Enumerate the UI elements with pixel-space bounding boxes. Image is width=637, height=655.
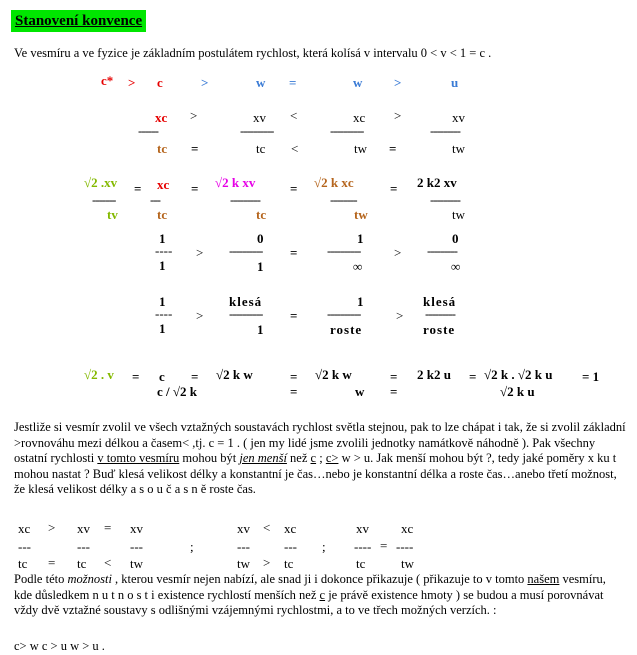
tc-denominator: tc xyxy=(157,141,168,156)
underlined-text: c xyxy=(310,451,317,465)
paragraph-text: ; xyxy=(316,451,326,465)
c-symbol: c xyxy=(157,75,163,90)
tw-row3-2: tw xyxy=(452,207,465,222)
fraction-bar: --- xyxy=(130,539,143,554)
tw-row3: tw xyxy=(354,207,368,222)
tw-small-2: tw xyxy=(237,556,250,571)
one: 1 xyxy=(257,259,264,274)
two-k2-u: 2 k2 u xyxy=(417,367,451,382)
gt-3: > xyxy=(394,75,402,90)
infinity: ∞ xyxy=(353,259,363,274)
fraction-bar: --------- xyxy=(430,123,460,138)
roste: roste xyxy=(330,322,363,337)
tw-denominator-2: tw xyxy=(452,141,465,156)
sqrt2-k-xv: √2 k xv xyxy=(215,175,256,190)
gt-row2-2: > xyxy=(394,108,402,123)
eq-row2: = xyxy=(191,141,199,156)
paragraph-1 xyxy=(14,420,626,498)
tc-small-4: tc xyxy=(356,556,366,571)
sqrt2-k-w-2: √2 k w xyxy=(315,367,352,382)
c-row6: c xyxy=(159,369,165,384)
final-relations: c> w c > u w > u . xyxy=(14,639,105,653)
xc-row3: xc xyxy=(157,177,170,192)
tc-row3: tc xyxy=(157,207,168,222)
page-title: Stanovení konvence xyxy=(11,10,146,32)
fraction-bar: ---------- xyxy=(330,123,364,138)
tc-small-3: tc xyxy=(284,556,294,571)
eq-row3-4: = xyxy=(390,181,398,196)
gt-row2: > xyxy=(190,108,198,123)
paragraph-text: než xyxy=(286,451,311,465)
xv-small-3: xv xyxy=(237,521,250,536)
paragraph-text: Podle této xyxy=(14,572,68,586)
eq-small: = xyxy=(104,520,112,535)
paragraph-text: w > u. Jak menší mohou být ?, tedy jaké poměry x ku t mohou nastat ? Buď klesá velikost délky a konstantní je čas…nebo je konstantní délka a roste čas…anebo třetí možnost, že klesá velikost délky a s o u č a s n ě roste čas. xyxy=(14,451,617,496)
lt-small: < xyxy=(104,555,112,570)
lt-row2: < xyxy=(290,108,298,123)
eq-row6: = xyxy=(290,384,298,399)
u-symbol: u xyxy=(451,75,459,90)
gt-row4: > xyxy=(196,245,204,260)
eq-row6: = xyxy=(390,369,398,384)
eq-row3-2: = xyxy=(191,181,199,196)
fraction-bar: --- xyxy=(284,539,297,554)
c-over-sqrt2k: c / √2 k xyxy=(157,384,197,399)
paragraph-text: vesmíru, kde důsledkem xyxy=(14,572,606,602)
fraction-bar: --------- xyxy=(427,243,457,258)
paragraph-text: Jestliže si vesmír zvolil ve všech vztažných soustavách rychlost světla stejnou, pak to lze chápat i tak, že si zvolil základní >rovnováhu mezi délkou a časem< ,tj. c = 1 . ( jen my lidé jsme zvolili jednotky namátkově náhodně ). Pak všechny ostatní rychlosti xyxy=(14,420,626,465)
lt-row2-2: < xyxy=(291,141,299,156)
tc-small-2: tc xyxy=(77,556,87,571)
eq-row6: = xyxy=(469,369,477,384)
c-star: c* xyxy=(101,73,114,88)
tw-denominator: tw xyxy=(354,141,367,156)
two-k2-xv: 2 k2 xv xyxy=(417,175,457,190)
w-symbol: w xyxy=(256,75,266,90)
xv-numerator-2: xv xyxy=(452,110,465,125)
fraction-bar: ---- xyxy=(354,539,372,554)
eq-one: = 1 xyxy=(582,369,600,384)
xc-small-2: xc xyxy=(284,521,297,536)
underlined-text: c xyxy=(319,587,326,602)
fraction-bar: ------- xyxy=(92,192,116,207)
sqrt2-v: √2 . v xyxy=(84,367,114,382)
fraction-bar: --------- xyxy=(430,192,460,207)
eq-row3-1: = xyxy=(134,181,142,196)
xc-small: xc xyxy=(18,521,31,536)
eq-row3-3: = xyxy=(290,181,298,196)
sqrt2k-sqrt2k-u: √2 k . √2 k u xyxy=(484,367,553,382)
tw-small-3: tw xyxy=(401,556,414,571)
paragraph-text: , kterou vesmír nejen nabízí, ale snad ji i dokonce přikazuje ( přikazuje to v tomto xyxy=(111,572,528,586)
one: 1 xyxy=(159,231,166,246)
tc-row3-2: tc xyxy=(256,207,267,222)
underlined-text: našem xyxy=(527,572,560,586)
intro-text: Ve vesmíru a ve fyzice je základním postulátem rychlost, která kolísá v intervalu 0 < v < 1 = c . xyxy=(14,46,492,60)
xv-small-4: xv xyxy=(356,521,369,536)
fraction-bar: ---------- xyxy=(229,306,263,321)
fraction-bar: ---------- xyxy=(327,243,361,258)
tw-small: tw xyxy=(130,556,143,571)
underlined-text: v tomto vesmíru xyxy=(97,451,180,465)
fraction-bar: -------- xyxy=(330,192,357,207)
paragraph-text: mohou být xyxy=(179,451,240,465)
underlined-text: jen menší xyxy=(239,451,287,465)
one: 1 xyxy=(357,294,364,309)
fraction-bar: ---- xyxy=(396,539,414,554)
spaced-text: n u t n o s t i xyxy=(92,587,155,602)
sqrt2-k-xc: √2 k xc xyxy=(314,175,354,190)
eq-row6: = xyxy=(290,369,298,384)
w-symbol-2: w xyxy=(353,75,363,90)
one: 1 xyxy=(159,258,166,273)
eq-row4: = xyxy=(290,245,298,260)
fraction-bar: ---------- xyxy=(240,123,274,138)
fraction-bar: ---- xyxy=(155,243,173,258)
klesa: klesá xyxy=(229,294,263,309)
paragraph-text: je právě existence hmoty ) se budou a musí porovnávat vždy dvě vztažné soustavy s odlišnými vzájemnými rychlostmi, a to ve třech možných verzích. : xyxy=(14,587,604,617)
paragraph-2 xyxy=(14,572,626,619)
gt-small: > xyxy=(263,555,271,570)
fraction-bar: --- xyxy=(150,192,160,207)
gt-2: > xyxy=(201,75,209,90)
lt-small: < xyxy=(263,520,271,535)
paragraph-text: existence rychlostí menších než xyxy=(154,587,320,602)
fraction-bar: --- xyxy=(77,539,90,554)
eq-row6: = xyxy=(191,369,199,384)
gt-1: > xyxy=(128,75,136,90)
zero: 0 xyxy=(257,231,264,246)
tc-denominator-2: tc xyxy=(256,141,266,156)
w-row6: w xyxy=(355,384,365,399)
eq-row5: = xyxy=(290,308,298,323)
fraction-bar: --- xyxy=(237,539,250,554)
klesa: klesá xyxy=(423,294,457,309)
eq-row6: = xyxy=(132,369,140,384)
tv-denominator: tv xyxy=(107,207,118,222)
sqrt2-xv: √2 .xv xyxy=(84,175,118,190)
fraction-bar: ---- xyxy=(155,306,173,321)
fraction-bar: ------ xyxy=(138,123,158,138)
fraction-bar: --- xyxy=(18,539,31,554)
gt-row4-2: > xyxy=(394,245,402,260)
xc-numerator-2: xc xyxy=(353,110,366,125)
separator: ; xyxy=(190,539,194,554)
eq-1: = xyxy=(289,75,297,90)
eq-small: = xyxy=(48,555,56,570)
italic-text: možnosti xyxy=(67,572,112,586)
eq-small: = xyxy=(380,538,388,553)
sqrt2-k-w: √2 k w xyxy=(216,367,253,382)
xc-numerator: xc xyxy=(155,110,168,125)
fraction-bar: ---------- xyxy=(229,243,263,258)
eq-row2-2: = xyxy=(389,141,397,156)
infinity: ∞ xyxy=(451,259,461,274)
sqrt2ku: √2 k u xyxy=(500,384,535,399)
xv-small: xv xyxy=(77,521,90,536)
gt-row5-2: > xyxy=(396,308,404,323)
fraction-bar: --------- xyxy=(230,192,260,207)
roste: roste xyxy=(423,322,456,337)
fraction-bar: --------- xyxy=(425,306,455,321)
gt-row5: > xyxy=(196,308,204,323)
tc-small: tc xyxy=(18,556,28,571)
underlined-text: c> xyxy=(325,451,339,465)
separator: ; xyxy=(322,539,326,554)
one: 1 xyxy=(357,231,364,246)
one: 1 xyxy=(159,321,166,336)
fraction-bar: ---------- xyxy=(327,306,361,321)
one: 1 xyxy=(257,322,264,337)
gt-small: > xyxy=(48,520,56,535)
eq-row6: = xyxy=(390,384,398,399)
one: 1 xyxy=(159,294,166,309)
xv-numerator: xv xyxy=(253,110,266,125)
zero: 0 xyxy=(452,231,459,246)
xv-small-2: xv xyxy=(130,521,143,536)
xc-small-3: xc xyxy=(401,521,414,536)
